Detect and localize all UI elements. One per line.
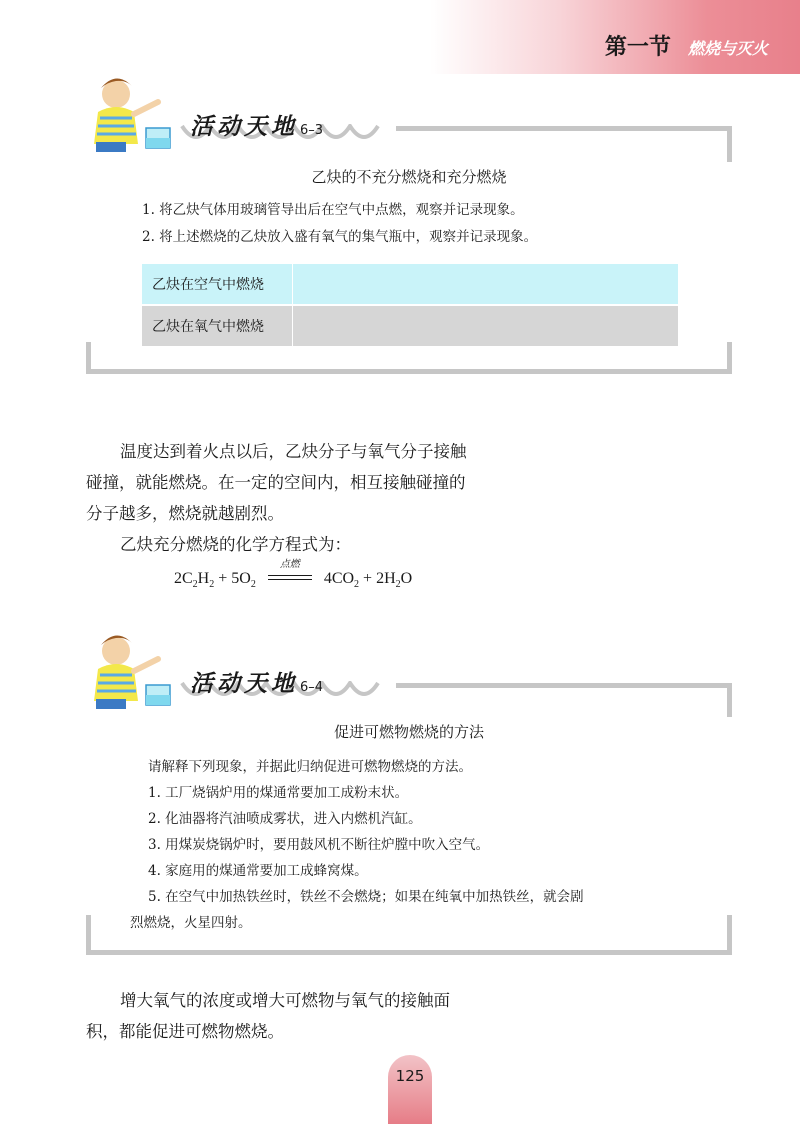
table-row-value — [293, 305, 679, 346]
frame-left-line — [86, 915, 91, 955]
paragraph-line: 碰撞，就能燃烧。在一定的空间内，相互接触碰撞的 — [86, 473, 466, 492]
frame-right-bottom-line — [727, 915, 732, 955]
equation-subscript: 2 — [250, 579, 256, 591]
intro-text: 请解释下列现象，并据此归纳促进可燃物燃烧的方法。 — [148, 759, 472, 775]
step-item: 2. 将上述燃烧的乙炔放入盛有氧气的集气瓶中，观察并记录现象。 — [142, 229, 538, 245]
equation-arrow — [268, 559, 312, 587]
page-number: 125 — [395, 1067, 425, 1085]
equation-subscript: 2 — [209, 579, 215, 591]
frame-bottom-line — [86, 950, 732, 955]
activity-heading: 乙炔的不充分燃烧和充分燃烧 — [311, 168, 507, 186]
section-subtitle: 燃烧与灭火 — [687, 39, 768, 58]
chapter-header-band — [430, 0, 800, 74]
equation-term: O — [400, 570, 413, 587]
boy-with-beaker-icon — [82, 72, 194, 156]
table-row-value — [293, 264, 679, 305]
table-row — [142, 305, 678, 346]
section-title: 第一节 — [604, 35, 671, 60]
equation-term: + 5O — [214, 570, 251, 587]
equation-term: + 2H — [359, 570, 396, 587]
list-item: 5. 在空气中加热铁丝时，铁丝不会燃烧；如果在纯氧中加热铁丝，就会剧 — [148, 889, 584, 905]
paragraph-line: 分子越多，燃烧就越剧烈。 — [86, 504, 284, 523]
table-row — [142, 264, 678, 305]
frame-top-line — [396, 683, 732, 688]
chemical-equation — [174, 559, 413, 591]
body-paragraph — [86, 985, 526, 1047]
paragraph-line: 乙炔充分燃烧的化学方程式为： — [120, 535, 351, 554]
page-number-tab — [388, 1055, 432, 1124]
boy-with-beaker-icon — [82, 629, 194, 713]
body-paragraph — [86, 436, 526, 560]
observation-table — [142, 264, 678, 346]
paragraph-line: 温度达到着火点以后，乙炔分子与氧气分子接触 — [120, 442, 467, 461]
list-item: 3. 用煤炭烧锅炉时，要用鼓风机不断往炉膛中吹入空气。 — [148, 837, 490, 853]
activity-box-6-3 — [86, 86, 732, 374]
activity-label: 活动天地 — [190, 114, 298, 140]
equation-term: 2C — [174, 570, 193, 587]
activity-title — [190, 665, 323, 698]
list-item: 4. 家庭用的煤通常要加工成蜂窝煤。 — [148, 863, 368, 879]
frame-right-line — [727, 683, 732, 717]
activity-box-6-4 — [86, 643, 732, 955]
list-item: 烈燃烧，火星四射。 — [130, 915, 252, 931]
activity-label: 活动天地 — [190, 671, 298, 697]
activity-number: 6–3 — [300, 123, 324, 138]
equation-subscript: 2 — [354, 579, 360, 591]
table-row-label: 乙炔在空气中燃烧 — [142, 264, 293, 305]
equation-subscript: 2 — [192, 579, 198, 591]
activity-title — [190, 108, 323, 141]
paragraph-line: 增大氧气的浓度或增大可燃物与氧气的接触面 — [120, 991, 450, 1010]
list-item: 2. 化油器将汽油喷成雾状，进入内燃机汽缸。 — [148, 811, 422, 827]
step-item: 1. 将乙炔气体用玻璃管导出后在空气中点燃，观察并记录现象。 — [142, 202, 524, 218]
equation-term: H — [197, 570, 210, 587]
frame-top-line — [396, 126, 732, 131]
reaction-condition: 点燃 — [279, 559, 300, 571]
frame-bottom-line — [86, 369, 732, 374]
list-item: 1. 工厂烧锅炉用的煤通常要加工成粉末状。 — [148, 785, 409, 801]
activity-number: 6–4 — [300, 680, 324, 695]
activity-heading: 促进可燃物燃烧的方法 — [333, 723, 484, 741]
equation-term: 4CO — [323, 570, 355, 587]
equation-subscript: 2 — [395, 579, 401, 591]
header-text — [605, 30, 768, 61]
equals-line — [268, 575, 312, 576]
equals-line — [268, 579, 312, 580]
frame-right-line — [727, 126, 732, 162]
paragraph-line: 积，都能促进可燃物燃烧。 — [86, 1022, 284, 1041]
table-row-label: 乙炔在氧气中燃烧 — [142, 305, 293, 346]
